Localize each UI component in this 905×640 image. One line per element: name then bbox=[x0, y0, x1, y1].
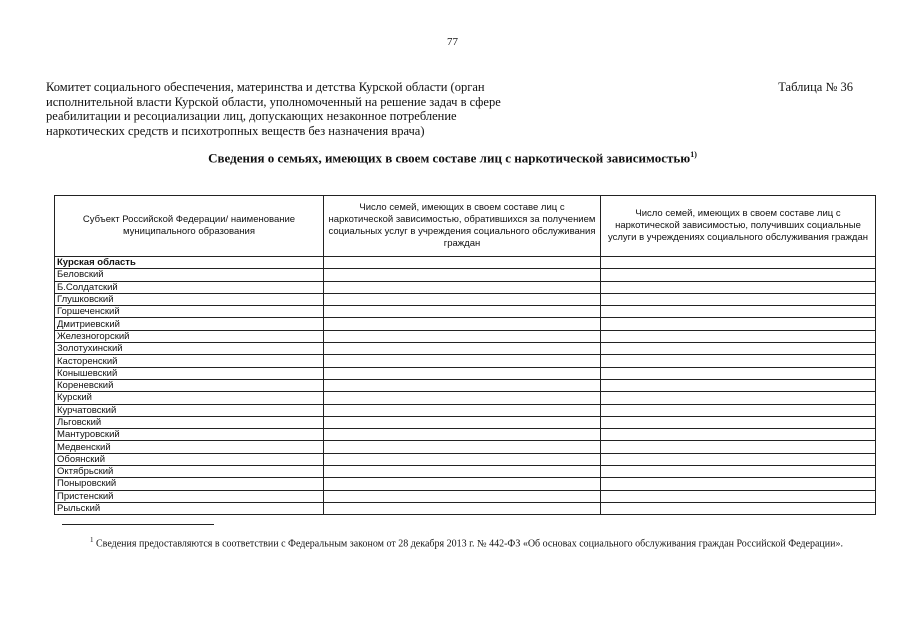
table-row bbox=[55, 379, 876, 391]
cell-applied bbox=[324, 306, 601, 318]
page-number: 77 bbox=[447, 36, 458, 48]
table-row bbox=[55, 343, 876, 355]
column-header-received: Число семей, имеющих в своем составе лиц с наркотической зависимостью, получивших социальные услуги в учреждениях социального обслуживания граждан bbox=[601, 196, 876, 257]
table-body bbox=[55, 257, 876, 515]
row-name: Октябрьский bbox=[55, 466, 324, 478]
table-row bbox=[55, 281, 876, 293]
document-title-text: Сведения о семьях, имеющих в своем составе лиц с наркотической зависимостью bbox=[208, 150, 691, 166]
cell-applied bbox=[324, 281, 601, 293]
cell-received bbox=[601, 367, 876, 379]
table-row bbox=[55, 367, 876, 379]
row-name: Глушковский bbox=[55, 293, 324, 305]
footnote-divider bbox=[62, 524, 214, 525]
table-row bbox=[55, 466, 876, 478]
footnote-text: Сведения предоставляются в соответствии с Федеральным законом от 28 декабря 2013 г. № 442-ФЗ «Об основах социального обслуживания граждан Российской Федерации». bbox=[96, 538, 843, 550]
organization-name: Комитет социального обеспечения, материнства и детства Курской области (орган исполнительной власти Курской области, уполномоченный на решение задач в сфере реабилитации и ресоциализации лиц, допускающих незаконное потребление наркотических средств и психотропных веществ без назначения врача) bbox=[46, 80, 501, 138]
document-title bbox=[0, 150, 905, 166]
table-row bbox=[55, 293, 876, 305]
cell-applied bbox=[324, 502, 601, 514]
row-name: Железногорский bbox=[55, 330, 324, 342]
cell-applied bbox=[324, 416, 601, 428]
column-header-subject: Субъект Российской Федерации/ наименование муниципального образования bbox=[55, 196, 324, 257]
cell-applied bbox=[324, 379, 601, 391]
table-row bbox=[55, 318, 876, 330]
table-row bbox=[55, 429, 876, 441]
cell-received bbox=[601, 343, 876, 355]
column-header-applied: Число семей, имеющих в своем составе лиц с наркотической зависимостью, обратившихся за получением социальных услуг в учреждения социального обслуживания граждан bbox=[324, 196, 601, 257]
data-table bbox=[54, 195, 876, 515]
cell-applied bbox=[324, 355, 601, 367]
row-name: Медвенский bbox=[55, 441, 324, 453]
row-name: Пристенский bbox=[55, 490, 324, 502]
row-name: Льговский bbox=[55, 416, 324, 428]
row-name: Курчатовский bbox=[55, 404, 324, 416]
cell-applied bbox=[324, 453, 601, 465]
table-row bbox=[55, 502, 876, 514]
cell-applied bbox=[324, 269, 601, 281]
table-row bbox=[55, 257, 876, 269]
table-row bbox=[55, 416, 876, 428]
table-header-row bbox=[55, 196, 876, 257]
cell-applied bbox=[324, 257, 601, 269]
cell-received bbox=[601, 416, 876, 428]
row-name: Поныровский bbox=[55, 478, 324, 490]
row-name: Дмитриевский bbox=[55, 318, 324, 330]
cell-received bbox=[601, 293, 876, 305]
table-row bbox=[55, 441, 876, 453]
row-name: Горшеченский bbox=[55, 306, 324, 318]
cell-received bbox=[601, 404, 876, 416]
table-row bbox=[55, 453, 876, 465]
cell-received bbox=[601, 478, 876, 490]
cell-received bbox=[601, 355, 876, 367]
table-row bbox=[55, 478, 876, 490]
cell-received bbox=[601, 306, 876, 318]
table-row bbox=[55, 269, 876, 281]
cell-received bbox=[601, 392, 876, 404]
cell-applied bbox=[324, 478, 601, 490]
cell-received bbox=[601, 257, 876, 269]
table-row bbox=[55, 306, 876, 318]
cell-received bbox=[601, 379, 876, 391]
row-name: Кореневский bbox=[55, 379, 324, 391]
cell-received bbox=[601, 281, 876, 293]
footnote-mark: 1 bbox=[90, 536, 94, 544]
cell-applied bbox=[324, 293, 601, 305]
cell-applied bbox=[324, 404, 601, 416]
cell-applied bbox=[324, 441, 601, 453]
cell-applied bbox=[324, 466, 601, 478]
table-row bbox=[55, 404, 876, 416]
table-row bbox=[55, 490, 876, 502]
row-name: Конышевский bbox=[55, 367, 324, 379]
table-row bbox=[55, 330, 876, 342]
cell-received bbox=[601, 466, 876, 478]
row-name: Касторенский bbox=[55, 355, 324, 367]
row-name: Б.Солдатский bbox=[55, 281, 324, 293]
cell-applied bbox=[324, 392, 601, 404]
cell-applied bbox=[324, 330, 601, 342]
cell-applied bbox=[324, 490, 601, 502]
cell-applied bbox=[324, 343, 601, 355]
row-name: Курская область bbox=[55, 257, 324, 269]
row-name: Золотухинский bbox=[55, 343, 324, 355]
cell-received bbox=[601, 429, 876, 441]
cell-applied bbox=[324, 429, 601, 441]
table-label: Таблица № 36 bbox=[778, 80, 853, 94]
cell-applied bbox=[324, 318, 601, 330]
table-row bbox=[55, 392, 876, 404]
cell-applied bbox=[324, 367, 601, 379]
footnote bbox=[46, 532, 858, 552]
row-name: Обоянский bbox=[55, 453, 324, 465]
row-name: Курский bbox=[55, 392, 324, 404]
cell-received bbox=[601, 330, 876, 342]
cell-received bbox=[601, 490, 876, 502]
table-row bbox=[55, 355, 876, 367]
title-footnote-mark: 1) bbox=[690, 150, 697, 159]
cell-received bbox=[601, 441, 876, 453]
cell-received bbox=[601, 318, 876, 330]
row-name: Мантуровский bbox=[55, 429, 324, 441]
row-name: Рыльский bbox=[55, 502, 324, 514]
cell-received bbox=[601, 269, 876, 281]
cell-received bbox=[601, 453, 876, 465]
row-name: Беловский bbox=[55, 269, 324, 281]
cell-received bbox=[601, 502, 876, 514]
